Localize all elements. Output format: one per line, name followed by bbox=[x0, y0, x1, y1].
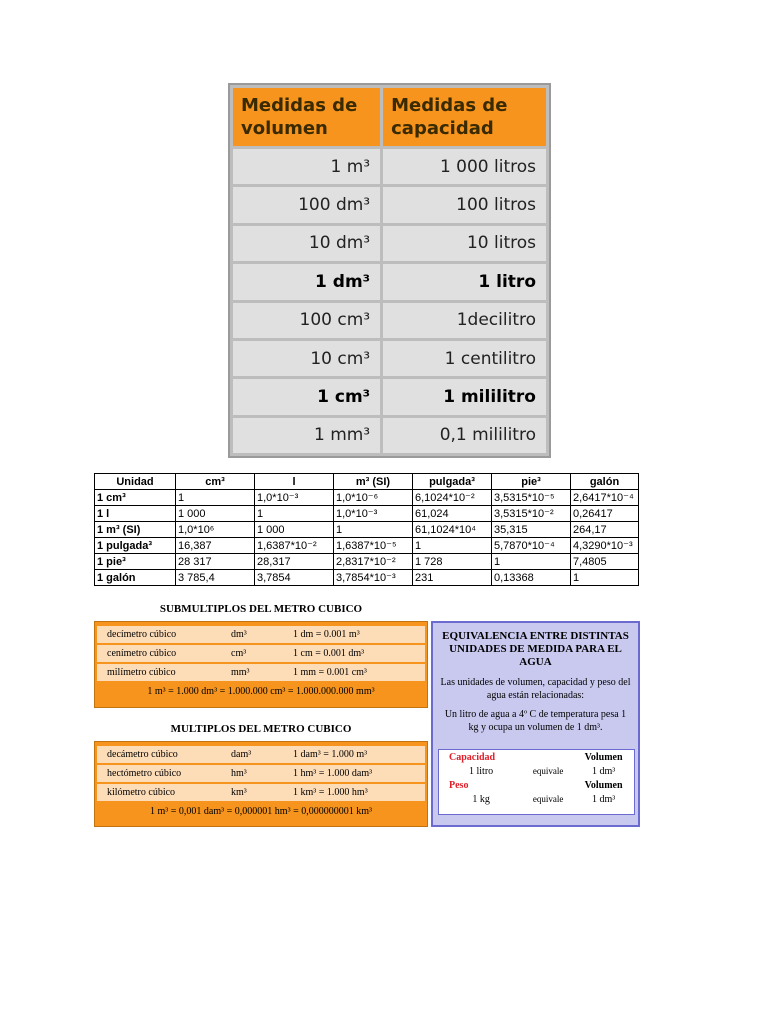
peso-volumen-value: 1 dm³ bbox=[591, 793, 616, 805]
header-cm3: cm³ bbox=[176, 474, 255, 490]
volume-capacity-row bbox=[233, 149, 546, 184]
submultiplos-row bbox=[97, 626, 425, 643]
peso-volumen-label: Volumen bbox=[584, 779, 623, 791]
unit-abbr: km³ bbox=[228, 784, 290, 801]
unit-name: milímetro cúbico bbox=[97, 664, 228, 681]
conversion-row bbox=[95, 554, 639, 570]
conversion-value-cell: 3,5315*10⁻⁵ bbox=[492, 490, 571, 506]
conversion-value-cell: 1 bbox=[413, 538, 492, 554]
conversion-header-row bbox=[95, 474, 639, 490]
unit-equivalence: 1 km³ = 1.000 hm³ bbox=[290, 784, 425, 801]
capacidad-volumen-value: 1 dm³ bbox=[591, 765, 616, 777]
unit-equivalence: 1 cm = 0.001 dm³ bbox=[290, 645, 425, 662]
unit-abbr: hm³ bbox=[228, 765, 290, 782]
submultiplos-row bbox=[97, 645, 425, 662]
unit-name: cenímetro cúbico bbox=[97, 645, 228, 662]
header-l: l bbox=[255, 474, 334, 490]
volume-capacity-row bbox=[233, 226, 546, 261]
unit-conversion-table bbox=[94, 473, 639, 586]
unit-name: decímetro cúbico bbox=[97, 626, 228, 643]
volume-cell: 10 cm³ bbox=[233, 341, 380, 376]
volume-capacity-row bbox=[233, 341, 546, 376]
conversion-value-cell: 3,7854 bbox=[255, 570, 334, 586]
unit-name: kilómetro cúbico bbox=[97, 784, 228, 801]
capacidad-volumen-label: Volumen bbox=[584, 751, 623, 763]
conversion-value-cell: 4,3290*10⁻³ bbox=[571, 538, 639, 554]
conversion-unit-cell: 1 cm³ bbox=[95, 490, 176, 506]
conversion-value-cell: 2,6417*10⁻⁴ bbox=[571, 490, 639, 506]
volume-cell: 100 dm³ bbox=[233, 187, 380, 222]
conversion-value-cell: 3,5315*10⁻² bbox=[492, 506, 571, 522]
conversion-unit-cell: 1 m³ (SI) bbox=[95, 522, 176, 538]
unit-name: decámetro cúbico bbox=[97, 746, 228, 763]
unit-name: hectómetro cúbico bbox=[97, 765, 228, 782]
conversion-value-cell: 1 728 bbox=[413, 554, 492, 570]
conversion-value-cell: 7,4805 bbox=[571, 554, 639, 570]
conversion-value-cell: 6,1024*10⁻² bbox=[413, 490, 492, 506]
capacity-cell: 1 litro bbox=[383, 264, 546, 299]
conversion-value-cell: 3 785,4 bbox=[176, 570, 255, 586]
conversion-value-cell: 16,387 bbox=[176, 538, 255, 554]
conversion-value-cell: 28,317 bbox=[255, 554, 334, 570]
conversion-value-cell: 1,0*10⁶ bbox=[176, 522, 255, 538]
submultiplos-row bbox=[97, 664, 425, 681]
submultiplos-table bbox=[97, 624, 425, 683]
conversion-value-cell: 2,8317*10⁻² bbox=[334, 554, 413, 570]
header-galon: galón bbox=[571, 474, 639, 490]
header-unidad: Unidad bbox=[95, 474, 176, 490]
volume-capacity-row bbox=[233, 418, 546, 453]
conversion-value-cell: 264,17 bbox=[571, 522, 639, 538]
volume-cell: 100 cm³ bbox=[233, 303, 380, 338]
equivalence-title: EQUIVALENCIA ENTRE DISTINTAS UNIDADES DE MEDIDA PARA EL AGUA bbox=[442, 630, 629, 668]
unit-equivalence: 1 hm³ = 1.000 dam³ bbox=[290, 765, 425, 782]
conversion-value-cell: 1 bbox=[176, 490, 255, 506]
conversion-row bbox=[95, 538, 639, 554]
capacity-cell: 100 litros bbox=[383, 187, 546, 222]
conversion-unit-cell: 1 pie³ bbox=[95, 554, 176, 570]
conversion-row bbox=[95, 522, 639, 538]
capacity-cell: 0,1 mililitro bbox=[383, 418, 546, 453]
conversion-value-cell: 231 bbox=[413, 570, 492, 586]
volume-cell: 1 mm³ bbox=[233, 418, 380, 453]
conversion-value-cell: 3,7854*10⁻³ bbox=[334, 570, 413, 586]
header-pulgada3: pulgada³ bbox=[413, 474, 492, 490]
conversion-unit-cell: 1 l bbox=[95, 506, 176, 522]
header-m3: m³ (SI) bbox=[334, 474, 413, 490]
volume-cell: 1 cm³ bbox=[233, 379, 380, 414]
conversion-value-cell: 1 bbox=[255, 506, 334, 522]
unit-abbr: dm³ bbox=[228, 626, 290, 643]
header-capacity: Medidas de capacidad bbox=[383, 88, 546, 146]
conversion-value-cell: 1 bbox=[492, 554, 571, 570]
equivalence-text-2: Un litro de agua a 4º C de temperatura pesa 1 kg y ocupa un volumen de 1 dm³. bbox=[444, 709, 627, 733]
conversion-value-cell: 28 317 bbox=[176, 554, 255, 570]
volume-capacity-table bbox=[228, 83, 551, 458]
multiplos-table bbox=[97, 744, 425, 803]
capacity-cell: 1 mililitro bbox=[383, 379, 546, 414]
conversion-value-cell: 1 bbox=[571, 570, 639, 586]
conversion-value-cell: 1,6387*10⁻⁵ bbox=[334, 538, 413, 554]
conversion-row bbox=[95, 506, 639, 522]
multiplos-row bbox=[97, 765, 425, 782]
conversion-value-cell: 1 bbox=[334, 522, 413, 538]
volume-capacity-header-row bbox=[233, 88, 546, 146]
volume-capacity-row bbox=[233, 264, 546, 299]
unit-abbr: cm³ bbox=[228, 645, 290, 662]
unit-equivalence: 1 dam³ = 1.000 m³ bbox=[290, 746, 425, 763]
volume-capacity-grid bbox=[230, 85, 549, 456]
unit-equivalence: 1 dm = 0.001 m³ bbox=[290, 626, 425, 643]
conversion-value-cell: 1,0*10⁻³ bbox=[255, 490, 334, 506]
volume-cell: 1 m³ bbox=[233, 149, 380, 184]
capacidad-equivale: equivale bbox=[532, 765, 564, 776]
water-equivalence-box bbox=[431, 621, 640, 827]
equivalence-table bbox=[439, 750, 634, 806]
conversion-unit-cell: 1 galón bbox=[95, 570, 176, 586]
conversion-row bbox=[95, 570, 639, 586]
volume-cell: 1 dm³ bbox=[233, 264, 380, 299]
header-volume: Medidas de volumen bbox=[233, 88, 380, 146]
volume-capacity-row bbox=[233, 303, 546, 338]
submultiplos-total: 1 m³ = 1.000 dm³ = 1.000.000 cm³ = 1.000.000.000 mm³ bbox=[147, 686, 375, 697]
conversion-value-cell: 0,26417 bbox=[571, 506, 639, 522]
conversion-value-cell: 61,1024*10⁴ bbox=[413, 522, 492, 538]
volume-capacity-row bbox=[233, 187, 546, 222]
unit-abbr: mm³ bbox=[228, 664, 290, 681]
equivalence-text-1: Las unidades de volumen, capacidad y peso del agua están relacionadas: bbox=[440, 677, 631, 701]
equivalence-panel bbox=[438, 749, 635, 815]
capacidad-value: 1 litro bbox=[469, 765, 494, 777]
conversion-value-cell: 1 000 bbox=[176, 506, 255, 522]
conversion-value-cell: 5,7870*10⁻⁴ bbox=[492, 538, 571, 554]
capacity-cell: 1 centilitro bbox=[383, 341, 546, 376]
submultiplos-box bbox=[94, 621, 428, 708]
multiplos-row bbox=[97, 784, 425, 801]
conversion-row bbox=[95, 490, 639, 506]
capacity-cell: 1decilitro bbox=[383, 303, 546, 338]
conversion-unit-cell: 1 pulgada³ bbox=[95, 538, 176, 554]
unit-abbr: dam³ bbox=[228, 746, 290, 763]
multiplos-total: 1 m³ = 0,001 dam³ = 0,000001 hm³ = 0,000000001 km³ bbox=[150, 806, 372, 817]
multiplos-title: MULTIPLOS DEL METRO CUBICO bbox=[170, 723, 352, 735]
header-pie3: pie³ bbox=[492, 474, 571, 490]
peso-equivale: equivale bbox=[532, 793, 564, 804]
peso-value: 1 kg bbox=[472, 793, 490, 805]
conversion-value-cell: 1,6387*10⁻² bbox=[255, 538, 334, 554]
conversion-value-cell: 1 000 bbox=[255, 522, 334, 538]
capacity-cell: 10 litros bbox=[383, 226, 546, 261]
conversion-value-cell: 61,024 bbox=[413, 506, 492, 522]
conversion-value-cell: 0,13368 bbox=[492, 570, 571, 586]
conversion-value-cell: 1,0*10⁻⁶ bbox=[334, 490, 413, 506]
conversion-value-cell: 1,0*10⁻³ bbox=[334, 506, 413, 522]
volume-cell: 10 dm³ bbox=[233, 226, 380, 261]
multiplos-box bbox=[94, 741, 428, 827]
capacidad-label: Capacidad bbox=[449, 751, 496, 763]
peso-label: Peso bbox=[449, 779, 469, 791]
conversion-value-cell: 35,315 bbox=[492, 522, 571, 538]
unit-equivalence: 1 mm = 0.001 cm³ bbox=[290, 664, 425, 681]
volume-capacity-row bbox=[233, 379, 546, 414]
submultiplos-title: SUBMULTIPLOS DEL METRO CUBICO bbox=[159, 603, 363, 615]
multiplos-row bbox=[97, 746, 425, 763]
capacity-cell: 1 000 litros bbox=[383, 149, 546, 184]
